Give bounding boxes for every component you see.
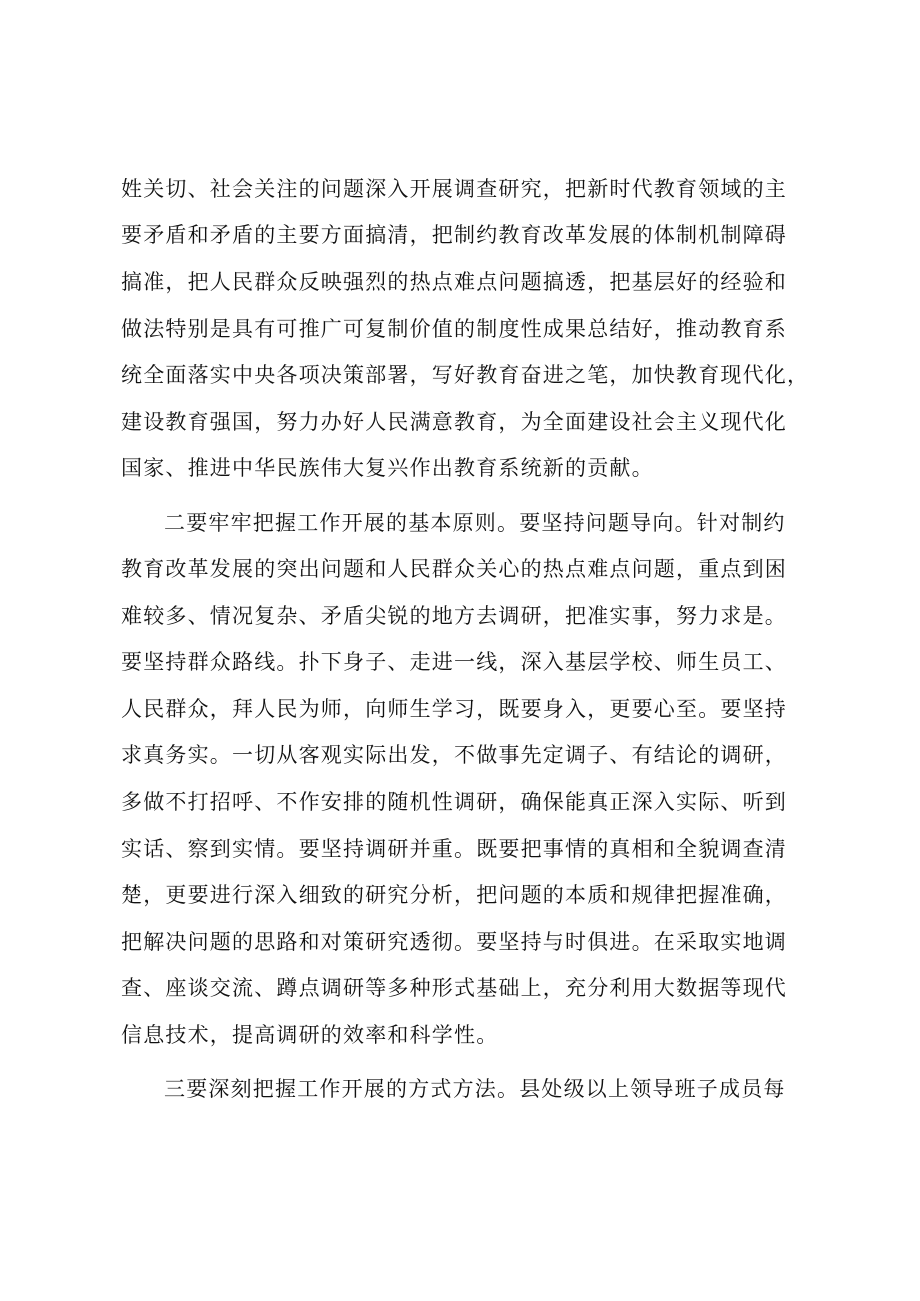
text-line: 查、座谈交流、蹲点调研等多种形式基础上，充分利用大数据等现代 bbox=[121, 976, 787, 1000]
text-line: 人民群众，拜人民为师，向师生学习，既要身入，更要心至。要坚持 bbox=[121, 697, 787, 721]
text-line: 求真务实。一切从客观实际出发，不做事先定调子、有结论的调研， bbox=[121, 743, 787, 767]
text-line: 多做不打招呼、不作安排的随机性调研，确保能真正深入实际、听到 bbox=[121, 790, 787, 814]
paragraph-heading-line: 三要深刻把握工作开展的方式方法。县处级以上领导班子成员每 bbox=[164, 1077, 786, 1101]
text-line: 要矛盾和矛盾的主要方面搞清，把制约教育改革发展的体制机制障碍 bbox=[121, 223, 787, 247]
text-line: 搞准，把人民群众反映强烈的热点难点问题搞透，把基层好的经验和 bbox=[121, 270, 787, 294]
text-line: 国家、推进中华民族伟大复兴作出教育系统新的贡献。 bbox=[121, 456, 654, 480]
text-line: 楚，更要进行深入细致的研究分析，把问题的本质和规律把握准确， bbox=[121, 883, 787, 907]
text-line: 信息技术，提高调研的效率和科学性。 bbox=[121, 1023, 499, 1047]
text-line: 要坚持群众路线。扑下身子、走进一线，深入基层学校、师生员工、 bbox=[121, 650, 787, 674]
text-line: 建设教育强国，努力办好人民满意教育，为全面建设社会主义现代化 bbox=[121, 410, 787, 434]
text-line: 统全面落实中央各项决策部署，写好教育奋进之笔，加快教育现代化， bbox=[121, 363, 810, 387]
text-line: 姓关切、社会关注的问题深入开展调查研究，把新时代教育领域的主 bbox=[121, 177, 787, 201]
text-line: 实话、察到实情。要坚持调研并重。既要把事情的真相和全貌调查清 bbox=[121, 837, 787, 861]
paragraph-heading-line: 二要牢牢把握工作开展的基本原则。要坚持问题导向。针对制约 bbox=[164, 511, 786, 535]
text-line: 把解决问题的思路和对策研究透彻。要坚持与时俱进。在采取实地调 bbox=[121, 930, 787, 954]
text-line: 教育改革发展的突出问题和人民群众关心的热点难点问题，重点到困 bbox=[121, 557, 787, 581]
text-line: 做法特别是具有可推广可复制价值的制度性成果总结好，推动教育系 bbox=[121, 317, 787, 341]
text-line: 难较多、情况复杂、矛盾尖锐的地方去调研，把准实事，努力求是。 bbox=[121, 604, 787, 628]
